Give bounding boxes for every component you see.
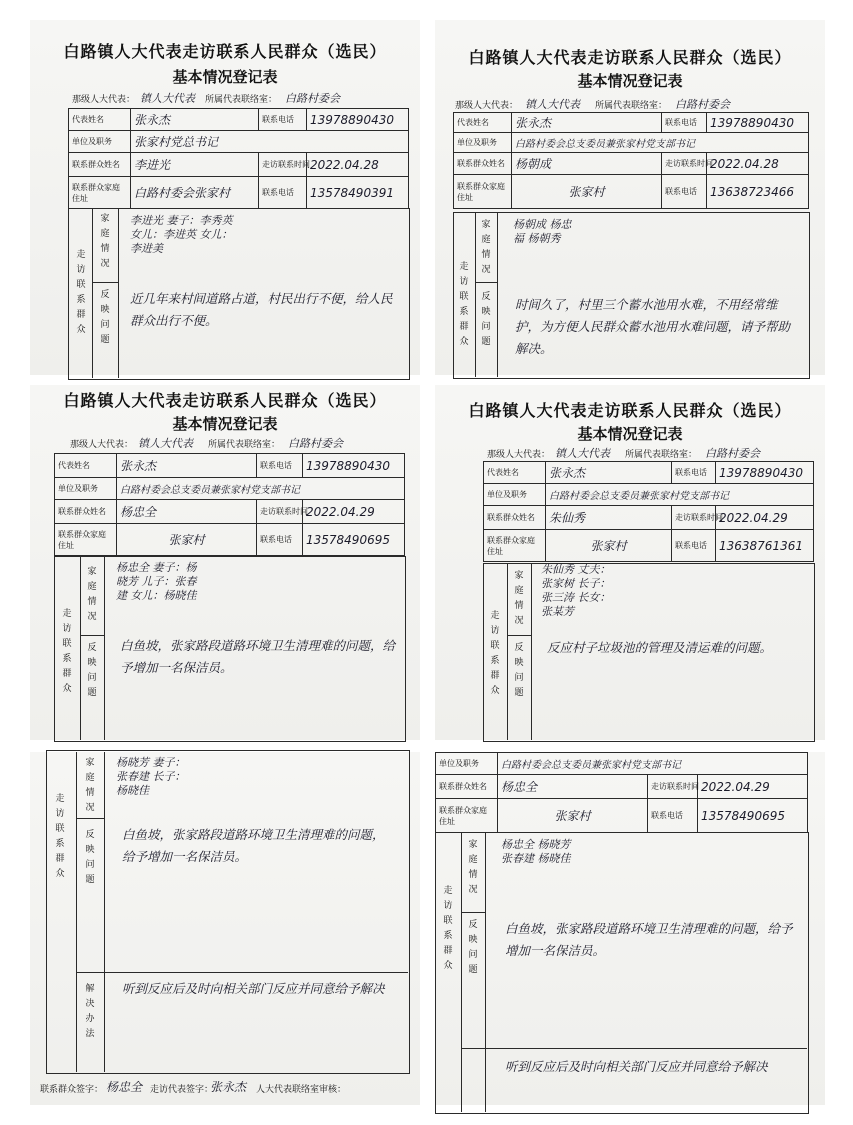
form-subtitle: 基本情况登记表 <box>172 415 278 433</box>
form-title: 白路镇人大代表走访联系人民群众（选民） <box>468 401 792 420</box>
addr-phone-label: 联系电话 <box>259 177 307 209</box>
divider <box>485 832 486 1112</box>
visit-time-label: 走访联系时间 <box>259 153 307 177</box>
info-table <box>453 112 809 209</box>
family-label: 家庭情况 <box>87 567 97 622</box>
address-value: 张家村 <box>512 175 662 209</box>
contact-value: 杨忠全 <box>498 775 648 799</box>
form-photo-1 <box>30 20 420 375</box>
address-value: 张家村 <box>117 524 257 556</box>
feedback-content: 近几年来村间道路占道，村民出行不便，给人民群众出行不便。 <box>130 291 393 328</box>
handle-label: 解决办法 <box>85 984 95 1039</box>
divider <box>92 282 118 283</box>
divider <box>507 635 531 636</box>
divider <box>497 212 498 377</box>
rep-office-value: 白路村委会 <box>675 98 730 111</box>
form-photo-5 <box>30 752 420 1105</box>
contact-value: 杨忠全 <box>117 500 257 524</box>
addr-phone-value: 13638761361 <box>716 530 814 562</box>
contact-value: 杨朝成 <box>512 153 662 175</box>
feedback-label: 反映问题 <box>100 290 110 345</box>
divider <box>92 208 93 378</box>
divider <box>118 208 119 378</box>
family-members: 杨忠全 妻子：杨晓芳 儿子：张春建 女儿：杨晓佳 <box>116 561 197 602</box>
unit-label: 单位及职务 <box>436 753 498 775</box>
info-table <box>483 461 814 562</box>
section-label: 走访联系群众 <box>55 794 65 879</box>
addr-phone-value: 13638723466 <box>707 175 809 209</box>
phone-value: 13978890430 <box>707 113 809 133</box>
section-label: 走访联系群众 <box>443 886 453 971</box>
signer-value: 杨忠全 <box>106 1080 143 1094</box>
address-label: 联系群众家庭住址 <box>55 524 117 556</box>
feedback-label: 反映问题 <box>468 920 478 975</box>
divider <box>76 752 77 1072</box>
rep-office-label: 所属代表联络室： <box>625 450 698 460</box>
divider <box>104 752 105 1072</box>
rep-level-value: 镇人大代表 <box>525 98 580 111</box>
family-members: 杨忠全 杨晓芳 张春建 杨晓佳 <box>501 838 571 865</box>
family-members: 杨晓芳 妻子：张春建 长子：杨晓佳 <box>116 756 186 797</box>
name-value: 张永杰 <box>131 109 259 131</box>
rep-office-label: 所属代表联络室： <box>595 101 668 111</box>
address-value: 张家村 <box>498 799 648 833</box>
form-photo-2 <box>435 20 825 375</box>
family-members: 杨朝成 杨忠福 杨朝秀 <box>513 218 572 245</box>
section-label: 走访联系群众 <box>62 609 72 694</box>
contact-label: 联系群众姓名 <box>55 500 117 524</box>
rep-level-value: 镇人大代表 <box>140 92 195 105</box>
unit-label: 单位及职务 <box>69 131 131 153</box>
contact-label: 联系群众姓名 <box>484 506 546 530</box>
address-label: 联系群众家庭住址 <box>436 799 498 833</box>
name-value: 张永杰 <box>117 454 257 478</box>
family-label: 家庭情况 <box>85 758 95 813</box>
name-label: 代表姓名 <box>69 109 131 131</box>
rep-office-label: 所属代表联络室： <box>208 440 281 450</box>
phone-label: 联系电话 <box>257 454 303 478</box>
divider <box>531 563 532 740</box>
rep-level-label: 那级人大代表： <box>72 95 136 105</box>
address-label: 联系群众家庭住址 <box>484 530 546 562</box>
phone-value: 13978890430 <box>303 454 405 478</box>
rep-office-value: 白路村委会 <box>288 437 343 450</box>
form-title: 白路镇人大代表走访联系人民群众（选民） <box>63 391 387 410</box>
visit-time-value: 2022.04.28 <box>707 153 809 175</box>
feedback-label: 反映问题 <box>481 292 491 347</box>
name-label: 代表姓名 <box>454 113 512 133</box>
visit-time-value: 2022.04.29 <box>303 500 405 524</box>
addr-phone-label: 联系电话 <box>648 799 698 833</box>
contact-value: 李进光 <box>131 153 259 177</box>
form-subtitle: 基本情况登记表 <box>172 68 278 86</box>
addr-phone-value: 13578490695 <box>303 524 405 556</box>
family-label: 家庭情况 <box>514 571 524 626</box>
handle-content: 听到反应后及时向相关部门反应并同意给予解决 <box>122 981 385 996</box>
rep-level-value: 镇人大代表 <box>138 437 193 450</box>
visit-time-value: 2022.04.29 <box>698 775 808 799</box>
family-members: 李进光 妻子：李秀英 女儿：李进英 女儿：李进美 <box>130 214 233 255</box>
form-photo-6 <box>435 752 825 1105</box>
address-value: 白路村委会张家村 <box>131 177 259 209</box>
address-label: 联系群众家庭住址 <box>69 177 131 209</box>
feedback-label: 反映问题 <box>514 643 524 698</box>
address-value: 张家村 <box>546 530 672 562</box>
visit-section <box>46 750 410 1074</box>
addr-phone-value: 13578490695 <box>698 799 808 833</box>
family-label: 家庭情况 <box>481 220 491 275</box>
rep-level-label: 那级人大代表： <box>487 450 551 460</box>
feedback-label: 反映问题 <box>87 643 97 698</box>
contact-label: 联系群众姓名 <box>454 153 512 175</box>
divider <box>475 282 497 283</box>
divider <box>80 556 81 740</box>
address-label: 联系群众家庭住址 <box>454 175 512 209</box>
addr-phone-label: 联系电话 <box>662 175 707 209</box>
phone-label: 联系电话 <box>662 113 707 133</box>
contact-label: 联系群众姓名 <box>436 775 498 799</box>
visit-time-label: 走访联系时间 <box>662 153 707 175</box>
name-value: 张永杰 <box>512 113 662 133</box>
divider <box>80 635 104 636</box>
unit-label: 单位及职务 <box>454 133 512 153</box>
divider <box>76 972 408 973</box>
unit-value: 张家村党总书记 <box>131 131 409 153</box>
info-table <box>435 752 808 833</box>
feedback-content: 白鱼坡，张家路段道路环境卫生清理难的问题，给予增加一名保洁员。 <box>120 638 396 675</box>
contact-label: 联系群众姓名 <box>69 153 131 177</box>
visit-time-label: 走访联系时间 <box>257 500 303 524</box>
rep-signer-label: 走访代表签字： <box>150 1085 214 1095</box>
unit-value: 白路村委会总支委员兼张家村党支部书记 <box>117 478 405 500</box>
info-table <box>54 453 405 556</box>
family-label: 家庭情况 <box>100 214 110 269</box>
feedback-content: 时间久了，村里三个蓄水池用水难，不用经常维护，为方便人民群众蓄水池用水难问题，请予帮助解决。 <box>515 297 791 356</box>
addr-phone-value: 13578490391 <box>307 177 409 209</box>
unit-value: 白路村委会总支委员兼张家村党支部书记 <box>546 484 814 506</box>
phone-value: 13978890430 <box>716 462 814 484</box>
feedback-content: 白鱼坡，张家路段道路环境卫生清理难的问题，给予增加一名保洁员。 <box>505 921 793 958</box>
divider <box>507 563 508 740</box>
feedback-label: 反映问题 <box>85 830 95 885</box>
family-members: 朱仙秀 丈夫：张家树 长子：张三涛 长女：张某芳 <box>541 563 611 618</box>
section-label: 走访联系群众 <box>76 250 86 335</box>
phone-value: 13978890430 <box>307 109 409 131</box>
visit-time-value: 2022.04.28 <box>307 153 409 177</box>
addr-phone-label: 联系电话 <box>257 524 303 556</box>
unit-value: 白路村委会总支委员兼张家村党支部书记 <box>498 753 808 775</box>
handle-content: 听到反应后及时向相关部门反应并同意给予解决 <box>505 1059 768 1074</box>
rep-office-label: 所属代表联络室： <box>205 95 278 105</box>
unit-label: 单位及职务 <box>484 484 546 506</box>
name-label: 代表姓名 <box>484 462 546 484</box>
divider <box>461 832 462 1112</box>
divider <box>76 818 104 819</box>
form-subtitle: 基本情况登记表 <box>577 72 683 90</box>
rep-level-value: 镇人大代表 <box>555 447 610 460</box>
section-label: 走访联系群众 <box>490 611 500 696</box>
feedback-content: 反应村子垃圾池的管理及清运难的问题。 <box>547 640 773 655</box>
feedback-content: 白鱼坡，张家路段道路环境卫生清理难的问题，给予增加一名保洁员。 <box>122 827 385 864</box>
form-photo-3 <box>30 385 420 740</box>
rep-signer-value: 张永杰 <box>210 1080 247 1094</box>
signer-label: 联系群众签字： <box>40 1085 104 1095</box>
divider <box>461 912 485 913</box>
form-title: 白路镇人大代表走访联系人民群众（选民） <box>63 42 387 61</box>
divider <box>475 212 476 377</box>
visit-time-label: 走访联系时间 <box>672 506 716 530</box>
rep-level-label: 那级人大代表： <box>455 101 519 111</box>
form-subtitle: 基本情况登记表 <box>577 425 683 443</box>
section-label: 走访联系群众 <box>459 262 469 347</box>
phone-label: 联系电话 <box>672 462 716 484</box>
contact-value: 朱仙秀 <box>546 506 672 530</box>
form-title: 白路镇人大代表走访联系人民群众（选民） <box>468 48 792 67</box>
addr-phone-label: 联系电话 <box>672 530 716 562</box>
audit-label: 人大代表联络室审核： <box>256 1085 347 1095</box>
unit-label: 单位及职务 <box>55 478 117 500</box>
rep-office-value: 白路村委会 <box>705 447 760 460</box>
unit-value: 白路村委会总支委员兼张家村党支部书记 <box>512 133 809 153</box>
rep-level-label: 那级人大代表： <box>70 440 134 450</box>
family-label: 家庭情况 <box>468 840 478 895</box>
info-table <box>68 108 409 209</box>
form-photo-4 <box>435 385 825 740</box>
name-value: 张永杰 <box>546 462 672 484</box>
divider <box>461 1048 807 1049</box>
visit-time-value: 2022.04.29 <box>716 506 814 530</box>
rep-office-value: 白路村委会 <box>285 92 340 105</box>
name-label: 代表姓名 <box>55 454 117 478</box>
phone-label: 联系电话 <box>259 109 307 131</box>
divider <box>104 556 105 740</box>
visit-time-label: 走访联系时间 <box>648 775 698 799</box>
